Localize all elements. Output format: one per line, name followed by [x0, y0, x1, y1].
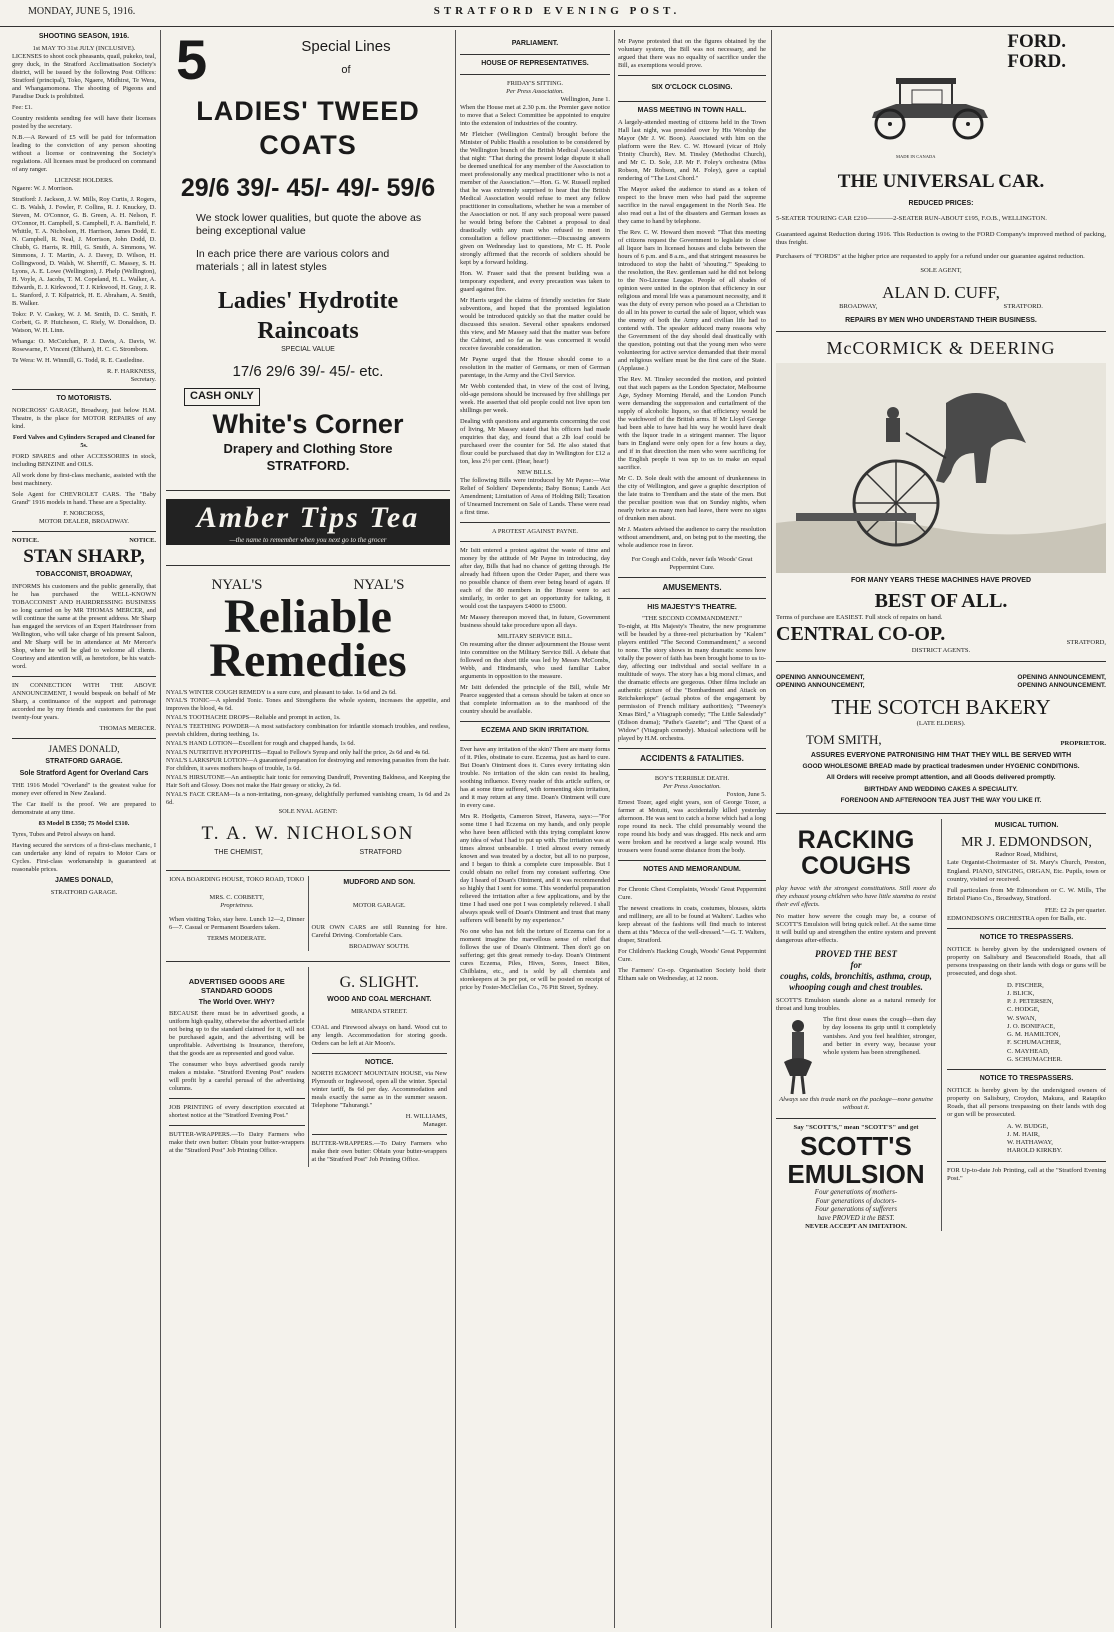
- ford-purchasers: Purchasers of "FORDS" at the higher price are requested to apply for a refund under our guarantee against reduction.: [776, 253, 1085, 261]
- meeting-text-6: Mr J. Masters advised the audience to carry the resolution without amendment, and, on being put to the meeting, the whole audience rose in favor.: [618, 525, 766, 549]
- stan-sharp-sub: TOBACCONIST, BROADWAY,: [35, 571, 133, 579]
- whites-of: of: [341, 64, 351, 76]
- whites-value: We stock lower qualities, but quote the above as being exceptional value: [196, 211, 422, 237]
- racking-heading: RACKING: [797, 825, 915, 854]
- car-caption: MADE IN CANADA: [896, 154, 936, 159]
- ford-heading-2: FORD.: [1007, 51, 1066, 72]
- notes-text-3: For Children's Hacking Cough, Woods' Great Peppermint Cure.: [618, 948, 766, 963]
- boy-text: Ernest Tozer, aged eight years, son of George Tozer, a farmer at Motuiti, was accidentally killed yesterday afternoon. He was sent to catch a horse which had a long rope round its neck. The child presumably wound the rope round his body and was dragged. His neck and arm were broken and he received a large scalp wound. His trousers were found some distance from the body.: [618, 799, 766, 855]
- fish-text: The first dose eases the cough—then day by day loosens its grip until it completely vanishes. And you feel healthier, stronger, and better in every way, because your whole system has been strengthened.: [823, 1016, 936, 1056]
- payne-text: Mr Payne protested that on the figures obtained by the voluntary system, the Bill was not necessary, and he argued that there was no equality of sacrifice under the Bill, as exemptions would prove.: [618, 38, 766, 69]
- shooting-text: LICENSES to shoot cock pheasants, quail, pukeko, teal, grey duck, in the Stratford Acclimatisation Society's district, will be issued by the following Post Offices: Stratford (principal), Toko, Ngaere, Midhirst, Te Wera, and Whangamomona. The shooting of Pigeons and Paradise Duck is prohibited.: [12, 52, 156, 100]
- whites-styles: In each price there are various colors and materials ; all in latest styles: [196, 248, 390, 274]
- raincoats: Ladies' Hydrotite Raincoats: [217, 288, 399, 345]
- cuff-broadway: BROADWAY,: [839, 302, 878, 310]
- stan-sharp-text: INFORMS his customers and the public generally, that he has purchased the WELL-KNOWN TOBACCONIST AND HAIRDRESSING BUSINESS so long carried on by MR THOMAS MERCER, and will continue the same at the present address. Mr Sharp has engaged the services of an Expert Hairdresser from Wellington, who will take charge of his present Saloon, and Mr Sharp will be in attendance at Mr Mercer's Shop, where he will be glad to welcome all clients. Courtesy and attention will, as heretofore, be his watch-word.: [12, 583, 156, 670]
- opening-r1: OPENING ANNOUNCEMENT,: [1017, 673, 1106, 681]
- jd-signature: JAMES DONALD,: [55, 876, 113, 884]
- best-of-all: BEST OF ALL.: [874, 590, 1008, 613]
- four-gen-4: have PROVED it the BEST.: [817, 1214, 895, 1223]
- universal-car: THE UNIVERSAL CAR.: [837, 171, 1045, 192]
- trespass-name: C. HODGE,: [1007, 1006, 1040, 1014]
- column-2: [166, 30, 450, 1628]
- meeting-text-4: The Rev. M. Tinsley seconded the motion, and pointed out that such papers as the London Spectator, Melbourne Age, Sydney Morning Herald, and the London Punch were demanding the suppression and curtailment of the supply of alcoholic liquors, so that efficiency would be the watchword of the British arms. If Mr Lloyd George had been able to have had his way he would have dealt with the liquor trade in a stringent manner. The liquor bars in England were only open for a few hours a day, and if in that direction the men who were sacrificing for the English people it was up to us to make an equal sacrifice.: [618, 375, 766, 471]
- bills-text: The following Bills were introduced by Mr Payne:—War Relief of Soldiers' Dependents; Baby Bonus; Lands Act Amendment; Limitation of Area of Holding Bill; Taxation of Unearned Increment on Sale of Lands. These were read a first time.: [460, 476, 610, 516]
- trespass-name: W. SWAN,: [1007, 1014, 1037, 1022]
- trespass-name: J. BLICK,: [1007, 989, 1035, 997]
- opening-r2: OPENING ANNOUNCEMENT.: [1017, 681, 1106, 689]
- eczema-text-3: No one who has not felt the torture of Eczema can for a moment imagine the marvellous sense of relief that follows the use of Doan's Ointment. Then don't go on suffering; get this great remedy to-day. Doan's Ointment cures Eczema, Piles, Hives, Sores, Insect Bites, Chilblains, etc., and is sold by all chemists and storekeepers at 3s per pot, or will be posted on receipt of price by Foster-McClellan Co., 76 Pitt Street, Sydney.: [460, 928, 610, 992]
- tweed-coats: LADIES' TWEED COATS: [196, 96, 420, 160]
- parl-text-5: Mr Payne urged that the House should come to a resolution in the matter of Germans, or men of German parentage, in the Army and the Civil Service.: [460, 355, 610, 379]
- job-printing-text: JOB PRINTING of every description executed at shortest notice at the "Stratford Evening Post.": [169, 1104, 305, 1120]
- butter-wrappers-text: BUTTER-WRAPPERS.—To Dairy Farmers who make their own butter: Obtain your butter-wrappers at the "Stratford Post" Job Printing Office.: [169, 1131, 305, 1155]
- trespass-name: J. M. HAIR,: [1007, 1130, 1040, 1138]
- trespass-name: HAROLD KIRKBY.: [1007, 1147, 1063, 1155]
- holders-toko: Toko: P. V. Caskey, W. J. M. Smith, D. C. Smith, F. Corbett, G. P. Hutcheson, C. Riely, W. Donaldson, D. Watson, W. H. Linn.: [12, 310, 156, 334]
- amber-tips-name: Amber Tips Tea: [196, 500, 420, 534]
- trespass-name: J. O. BONIFACE,: [1007, 1022, 1056, 1030]
- dateline: Wellington, June 1.: [560, 95, 610, 103]
- never-accept: NEVER ACCEPT AN IMITATION.: [805, 1222, 907, 1230]
- column-3: [460, 30, 610, 1628]
- military-text-2: Mr Isitt defended the principle of the Bill, while Mr Pearce suggested that a census should be taken at once so that complete information as to the manhood of the country should be available.: [460, 683, 610, 715]
- mass-meeting-heading: MASS MEETING IN TOWN HALL.: [637, 106, 747, 114]
- coughs-heading: COUGHS: [801, 851, 911, 880]
- slight-name: G. SLIGHT.: [339, 973, 419, 991]
- cuff-name: ALAN D. CUFF,: [882, 282, 1000, 302]
- parl-text-6: Mr Webb contended that, in view of the cost of living, old-age pensions should be increased by five shillings per week. He asserted that old people could not live upon ten shillings per week.: [460, 382, 610, 414]
- whites-special: Special Lines: [301, 38, 391, 55]
- iona-text: When visiting Toko, stay here. Lunch 12—2, Dinner 6—7. Casual or Permanent Boarders taken.: [169, 916, 305, 932]
- reliable-heading: Reliable: [224, 589, 392, 643]
- advertised-text: BECAUSE there must be in advertised goods, a uniform high quality, otherwise the advertised article not being up to the standard claimed for it, will not be purchased again, and the advertising will be unprofitable. Advertising is Insurance, therefore, that the goods are as represented and good value.: [169, 1010, 305, 1058]
- williams-signature: H. WILLIAMS,: [405, 1113, 447, 1121]
- trespass-heading-2: NOTICE TO TRESPASSERS.: [979, 1075, 1074, 1083]
- egmont-text: NORTH EGMONT MOUNTAIN HOUSE, via New Plymouth or Inglewood, open all the winter. Special winter tariff, 8s 6d per day. Accommodation and meals exactly the same as in the summer season. Telephone "Tahurangi.": [311, 1070, 447, 1110]
- bakery-bread: GOOD WHOLESOME BREAD made by practical tradesmen under HYGENIC CONDITIONS.: [802, 763, 1080, 771]
- trespass-name: F. SCHUMACHER,: [1007, 1039, 1061, 1047]
- nyal-item: NYAL'S NUTRITIVE HYPOPHITIS—Equal to Fellow's Syrup and only half the price, 2s 6d and 4s 6d.: [166, 748, 430, 756]
- tweed-prices: 29/6 39/- 45/- 49/- 59/6: [180, 173, 436, 202]
- ford-heading-1: FORD.: [1007, 31, 1066, 52]
- many-years: FOR MANY YEARS THESE MACHINES HAVE PROVED: [850, 577, 1032, 585]
- slight-sub: WOOD AND COAL MERCHANT.: [327, 995, 432, 1003]
- holders-tewera: Te Wera: W. H. Winmill, G. Todd, R. E. Castledine.: [12, 356, 144, 364]
- iona-role: Proprietress.: [220, 902, 254, 910]
- ford-car-illustration: [856, 60, 1006, 150]
- column-1: [12, 30, 156, 1628]
- scotch-bakery: THE SCOTCH BAKERY: [831, 694, 1051, 719]
- nyal-item: NYAL'S WINTER COUGH REMEDY is a sure cure, and pleasant to take. 1s 6d and 2s 6d.: [166, 688, 397, 696]
- jd-signature-2: STRATFORD GARAGE.: [50, 888, 118, 896]
- house-heading: HOUSE OF REPRESENTATIVES.: [481, 59, 589, 67]
- notes-text-4: The Farmers' Co-op. Organisation Society hold their Eltham sale on Wednesday, at 12 noon.: [618, 967, 766, 982]
- meeting-text-1: A largely-attended meeting of citizens held in the Town Hall last night, was presided over by His Worship the Mayor (Mr J. W. Boon). Associated with him on the platform were the Rev. C. W. Howard (vicar of Holy Trinity Church), Rev. M. Tinsley (Methodist Church), and Mr C. D. Sole, J.P. Mr F. Foley's orchestra (Miss Robson, Mr Robson, and M. Foley), gave a capital rendering of "The Lost Chord.": [618, 118, 766, 182]
- meeting-text-3: The Rev. C. W. Howard then moved: "That this meeting of citizens request the Government to legislate to close all liquor bars in licensed houses and clubs between the hours of 6 p.m. and 8 a.m., and that stringent measures be introduced to stop the habit of 'shouting.'" Speaking to the resolution, the Rev. gentleman said he did not belong to the No-License League. People of all shades of opinion were united in the opinion that efficiency in our religious and moral life was a paramount necessity, and it was the duty of every person who posed as a Christian to do all in his power to curtail the sale of liquor, which was the enemy of both the Army and civilian life had to contend with. The speaker adduced many reasons why the Government of the day should deal drastically with the question, pointing out that the young men who were volunteering for active service demanded that their moral and religious welfare must be the first care of the State. (Applause.): [618, 228, 766, 372]
- nicholson-town: STRATFORD: [359, 849, 402, 857]
- trespass-name: G. M. HAMILTON,: [1007, 1031, 1061, 1039]
- six-oclock-heading: SIX O'CLOCK CLOSING.: [651, 84, 733, 91]
- iona-owner: MRS. C. CORBETT,: [209, 894, 264, 902]
- butter-wrappers-text-2: BUTTER-WRAPPERS.—To Dairy Farmers who make their own butter: Obtain your butter-wrappers at the "Stratford Post" Job Printing Office.: [311, 1140, 447, 1164]
- military-heading: MILITARY SERVICE BILL.: [497, 632, 573, 640]
- nyal-item: NYAL'S TOOTHACHE DROPS—Reliable and prompt in action, 1s.: [166, 714, 341, 722]
- protest-text-2: Mr Massey thereupon moved that, in future, Government business should take procedure upon all days.: [460, 613, 610, 629]
- iona-terms: TERMS MODERATE.: [207, 935, 267, 943]
- norcross-signature: F. NORCROSS,: [63, 509, 105, 517]
- parliament-heading: PARLIAMENT.: [511, 40, 559, 47]
- slight-text: COAL and Firewood always on hand. Wood cut to any length. Accommodation for storing goods. Orders can be left at Air Moon's.: [311, 1023, 447, 1047]
- reduced-prices: REDUCED PRICES:: [908, 199, 974, 207]
- mechanic-text: Having secured the services of a first-class mechanic, I can undertake any kind of repairs to Motor Cars or Cycles. First-class workmanship is guaranteed at reasonable prices.: [12, 841, 156, 873]
- press-association: Per Press Association.: [506, 87, 564, 95]
- sole-agent: SOLE AGENT,: [920, 267, 962, 275]
- edmondson-name: MR J. EDMONDSON,: [961, 834, 1092, 850]
- holders-role: Secretary.: [130, 375, 156, 383]
- ford-valves: Ford Valves and Cylinders Scraped and Cleaned for 5s.: [12, 433, 156, 449]
- trespass-text-2: NOTICE is hereby given by the undersigned owners of property on Salisbury, Croydon, Makura, and Ratapiko Roads, that all persons trespassing on their lands with dog or gun will be prosecuted.: [947, 1086, 1106, 1119]
- notice-right: NOTICE.: [129, 536, 156, 544]
- protest-text: Mr Isitt entered a protest against the waste of time and money by the attitude of Mr Payne in introducing, day after day, Bills that had no chance of getting through. He already had fifteen upon the Order Paper, and there was no possible chance of them ever being heard of again. If each of the 80 members in the House were to act similarly, in order to get an opportunity for talking, it would cost the taxpayers £4000 to £5000.: [460, 546, 610, 610]
- ford-guarantee: Guaranteed against Reduction during 1916. This Reduction is owing to the FORD Company's improved method of packing, thus freight.: [776, 230, 1106, 246]
- fisherman-trademark-icon: [776, 1016, 820, 1096]
- four-gen-2: Four generations of doctors-: [815, 1196, 897, 1205]
- connection-text: IN CONNECTION WITH THE ABOVE ANNOUNCEMENT, I would bespeak on behalf of Mr Sharp, a continuance of the support and patronage accorded me by my friends and customers for the past twenty-four years.: [12, 682, 156, 721]
- meeting-text-5: Mr C. D. Sole dealt with the amount of drunkenness in the city of Wellington, and gave a graphic description of the late trains to Trentham and the state of the men. But the peculiar position was that on Sunday nights, when nearly twice as many men had leave, there were no signs of drunken men about.: [618, 474, 766, 522]
- district-agents: DISTRICT AGENTS.: [911, 647, 971, 655]
- bakery-assures: ASSURES EVERYONE PATRONISING HIM THAT THEY WILL BE SERVED WITH: [810, 751, 1072, 759]
- advertised-sub: The World Over. WHY?: [198, 998, 275, 1006]
- eczema-text-2: Mrs R. Hodgetts, Cameron Street, Hawera, says:—"For some time I had Eczema on my hands, and only people who have been afflicted with this trying complaint know any idea of what I had to put up with. The irritation was at times almost unbearable. I tried almost every remedy known and was treated by a doctor, but all to no purpose, and I began to think a complete cure impossible. But I could obtain no relief from my constant suffering. One day I heard of Doan's Ointment, and it was recommended so highly that I sent for some. This wonderful preparation relieved the irritation after a few applications, and by the time I had used one pot I was completely relieved. I shall always speak well of Doan's Ointment and trust that many sufferers will benefit by my experience.": [460, 813, 610, 925]
- chevrolet-agent: Sole Agent for CHEVROLET CARS. The "Baby Grand" 1916 models in hand. These are a Speciality.: [12, 490, 156, 506]
- column-5: [776, 30, 1106, 1628]
- repairs-line: REPAIRS BY MEN WHO UNDERSTAND THEIR BUSINESS.: [845, 317, 1037, 325]
- bakery-cakes: BIRTHDAY AND WEDDING CAKES A SPECIALITY.: [864, 785, 1018, 793]
- proved-for: for: [850, 959, 862, 970]
- edmondson-fee: FEE: £2 2s per quarter.: [1045, 906, 1106, 914]
- edmondson-address: Radnor Road, Midhirst,: [995, 851, 1058, 859]
- nyal-item: NYAL'S LARKSPUR LOTION—A guaranteed preparation for destroying and removing parasites from the hair. For children, it saves mothers heaps of trouble, 1s 6d.: [166, 757, 450, 773]
- parl-text-4: Mr Harris urged the claims of friendly societies for State subventions, and hoped that the promised legislation would be introduced quickly so that the matter could be discussed this session. Several other speakers endorsed this view, and Mr Massey said that the matter was before the Cabinet, and so far as he was concerned it would receive favorable consideration.: [460, 296, 610, 352]
- nyal-item: NYAL'S HAND LOTION—Excellent for rough and chapped hands, 1s 6d.: [166, 739, 356, 747]
- notes-text-1: For Chronic Chest Complaints, Woods' Great Peppermint Cure.: [618, 886, 766, 901]
- theatre-heading: HIS MAJESTY'S THEATRE.: [647, 603, 737, 611]
- raincoat-prices: 17/6 29/6 39/- 45/- etc.: [232, 363, 384, 380]
- notice-heading: NOTICE.: [365, 1058, 394, 1066]
- slight-address: MIRANDA STREET.: [351, 1007, 408, 1015]
- say-scotts: Say "SCOTT'S," mean "SCOTT'S" and get: [793, 1123, 919, 1131]
- bakery-tea: FORENOON AND AFTERNOON TEA JUST THE WAY YOU LIKE IT.: [840, 796, 1042, 804]
- trespass-name: G. SCHUMACHER.: [1007, 1055, 1063, 1063]
- peppermint-text: For Cough and Colds, never fails Woods' Great Peppermint Cure.: [631, 555, 753, 571]
- masthead: [0, 0, 1114, 27]
- eczema-heading: ECZEMA AND SKIN IRRITATION.: [481, 726, 589, 734]
- always-see: Always see this trade mark on the package—none genuine without it.: [779, 1096, 933, 1112]
- advertised-heading: ADVERTISED GOODS ARE STANDARD GOODS: [188, 976, 285, 996]
- amber-tips-tagline: —the name to remember when you next go to the grocer: [229, 536, 387, 545]
- holders-stratford: Stratford: J. Jackson, J. W. Mills, Roy Curtis, J. Rogers, C. B. Walsh, J. Fowler, F. Collins, R. J. Knuckey, D. Steven, M. O'Connor, G. B. Green, A. H. Nelson, F. O'Connor, H. Campbell, S. Campbell, F. A. Bamfield, F. Whittle, T. A. Nicholson, H. Harrison, James Dodd, E. N. Campbell, R. Neal, J. Morrison, John Dodd, D. Chubb, G. Harris, R. Hill, G. Smith, A. Simmons, W. Simmons, J. T. Martin, A. J. Davey, D. Wilson, H. Collingwood, D. Walsh, W. Sherriff, C. Massey, S. H. Lyons, A. E. Lowe (Wellington), J. Phelp (Wellington), H. Voyle, A. Jacobs, T. M. Copeland, H. L. Walker, A. Edwards, E. J. Kirkwood, T. J. Kirkwood, H. Gray, J. R. L. Stanford, J. T. Kilpatrick, H. E. Abraham, A. Smith, B. Walker.: [12, 195, 156, 307]
- overland-proof: The Car itself is the proof. We are prepared to demonstrate at any time.: [12, 800, 156, 816]
- parl-text-7: Dealing with questions and arguments concerning the cost of living, Mr Massey stated that his officers had made enquiries that day, and found that a 2lb loaf could be purchased over the counter for 5d. He also stated that flour could be purchased that day in Wellington for £12 a ton, less 2½ per cent. (Hear, hear!): [460, 417, 610, 465]
- james-donald-sub: STRATFORD GARAGE.: [45, 758, 123, 766]
- bakery-orders: All Orders will receive prompt attention, and all Goods delivered promptly.: [826, 774, 1056, 782]
- whites-five: 5: [176, 30, 208, 91]
- scott-text: SCOTT'S Emulsion stands alone as a natural remedy for throat and lung troubles.: [776, 996, 936, 1012]
- motorists-heading: TO MOTORISTS.: [56, 394, 112, 402]
- opening-l1: OPENING ANNOUNCEMENT,: [776, 673, 865, 681]
- mower-illustration: [776, 363, 1106, 573]
- remedies-heading: Remedies: [209, 633, 407, 687]
- cash-only: CASH ONLY: [184, 388, 260, 406]
- mercer-signature: THOMAS MERCER.: [99, 725, 156, 732]
- nyals-left: NYAL'S: [211, 576, 263, 593]
- proved-best: PROVED THE BEST: [814, 948, 897, 959]
- notes-text-2: The newest creations in coats, costumes, blouses, skirts and millinery, are all to be found at Walters'. Ladies who keep abreast of the fashions will find much to interest them at this "Mecca of the well-dressed."—G. T. Walters, draper, Stratford.: [618, 905, 766, 944]
- norcross-text: NORCROSS' GARAGE, Broadway, just below H.M. Theatre, is the place for MOTOR REPAIRS of any kind.: [12, 406, 156, 430]
- trespass-text-1: NOTICE is hereby given by the undersigned owners of property on Salisbury and Beaconsfield Roads, that all persons trespassing on their lands with dogs or guns will be prosecuted, and dogs shot.: [947, 945, 1106, 978]
- amusements-heading: AMUSEMENTS.: [662, 582, 722, 592]
- trespass-name: C. MAYHEAD,: [1007, 1047, 1050, 1055]
- proprietor: PROPRIETOR.: [1060, 740, 1106, 748]
- mudford-heading: MUDFORD AND SON.: [343, 879, 416, 887]
- ford-spares: FORD SPARES and other ACCESSORIES in stock, including BENZINE and OILS.: [12, 452, 156, 468]
- cuff-stratford: STRATFORD.: [1003, 302, 1043, 310]
- parl-text-1: When the House met at 2.30 p.m. the Premier gave notice to move that a Select Committee be appointed to enquire into the extension of industries of the country.: [460, 103, 610, 127]
- trespass-name: P. J. PETERSEN,: [1007, 998, 1054, 1006]
- issue-date: MONDAY, JUNE 5, 1916.: [28, 6, 136, 17]
- boy-date: Foxton, June 5.: [726, 791, 766, 799]
- boy-heading: BOY'S TERRIBLE DEATH.: [654, 775, 730, 783]
- nyal-item: NYAL'S TONIC—A splendid Tonic. Tones and Strengthens the whole system, increases the appetite, and improves the blood, 4s 6d.: [166, 697, 450, 713]
- notice-left: NOTICE.: [12, 536, 39, 544]
- edmondson-text-2: Full particulars from Mr Edmondson or C. W. Mills, The Bristol Piano Co., Broadway, Stratford.: [947, 887, 1106, 903]
- trespass-name: W. HATHAWAY,: [1007, 1139, 1053, 1147]
- four-gen-1: Four generations of mothers-: [814, 1187, 898, 1196]
- nyal-item: NYAL'S HIRSUTONE—An antiseptic hair tonic for removing Dandruff, Preventing Baldness, and Keeping the Hair Soft and Glossy. Does not make the Hair greasy or sticky, 2s 6d.: [166, 774, 450, 789]
- tyres-text: Tyres, Tubes and Petrol always on hand.: [12, 830, 116, 838]
- mccormick-heading: McCORMICK & DEERING: [826, 337, 1056, 358]
- holders-signature: R. F. HARKNESS,: [106, 367, 156, 375]
- newspaper-title: STRATFORD EVENING POST.: [433, 5, 681, 17]
- notes-heading: NOTES AND MEMORANDUM.: [643, 866, 741, 874]
- edmondson-text: Late Organist-Choirmaster of St. Mary's Church, Preston, England. PIANO, SINGING, ORGAN, Etc. Pupils, town or country, visited or received.: [947, 859, 1106, 883]
- shooting-heading: SHOOTING SEASON, 1916.: [38, 33, 130, 40]
- eczema-text: Ever have any irritation of the skin? There are many forms of it. Piles, obstinate to cure. Eczema, just as hard to cure. But Doan's Ointment does it. Cures every irritating skin trouble. No irritation of the skin can resist its healing, soothing influence. Every reader of this article suffers, or has at some time suffered, with tormenting skin irritation, and it may return at any time. Doan's Ointment will cure in every case.: [460, 746, 610, 810]
- central-coop: CENTRAL CO-OP.: [776, 623, 946, 646]
- nyals-right: NYAL'S: [353, 576, 405, 593]
- nyal-item: NYAL'S FACE CREAM—Is a non-irritating, non-greasy, delightfully perfumed vanishing cream, 1s 6d and 2s 6d.: [166, 790, 450, 806]
- mccormick-terms: Terms of purchase are EASIEST. Full stock of repairs on hand.: [776, 614, 943, 622]
- opening-l2: OPENING ANNOUNCEMENT,: [776, 681, 865, 689]
- bakery-late: (LATE ELDERS).: [916, 720, 966, 728]
- mudford-address: BROADWAY SOUTH.: [348, 942, 410, 950]
- friday-sitting: FRIDAY'S SITTING.: [507, 79, 563, 87]
- nicholson-chemist: THE CHEMIST,: [214, 849, 263, 857]
- stan-sharp-name: STAN SHARP,: [23, 545, 145, 567]
- nyal-agent: SOLE NYAL AGENT:: [278, 807, 338, 815]
- overland-text: THE 1916 Model "Overland" is the greatest value for money ever offered in New Zealand.: [12, 781, 156, 797]
- holders-ngaere: Ngaere: W. J. Morrison.: [12, 184, 74, 192]
- norcross-role: MOTOR DEALER, BROADWAY.: [38, 517, 130, 525]
- emulsion-word: EMULSION: [787, 1158, 925, 1189]
- holders-heading: LICENSE HOLDERS.: [54, 176, 114, 184]
- parl-text-3: Hon. W. Fraser said that the present building was a temporary expedient, and every precaution was taken to guard against fire.: [460, 269, 610, 293]
- iona-heading: IONA BOARDING HOUSE, TOKO ROAD, TOKO: [169, 876, 305, 884]
- overland-prices: 83 Model B £350; 75 Model £310.: [38, 819, 130, 827]
- special-value: SPECIAL VALUE: [281, 346, 335, 354]
- overland-agent: Sole Stratford Agent for Overland Cars: [19, 770, 149, 777]
- shooting-text-2: Country residents sending fee will have their licenses posted by the secretary.: [12, 114, 156, 130]
- racking-text-2: No matter how severe the cough may be, a course of SCOTT'S Emulsion will bring quick relief. At the same time it will build up and strengthen the entire system and prevent dangerous after-effects.: [776, 912, 936, 945]
- music-heading: MUSICAL TUITION.: [994, 821, 1059, 829]
- bills-heading: NEW BILLS.: [517, 468, 553, 476]
- job-printing-ad: FOR Up-to-date Job Printing, call at the "Stratford Evening Post.": [947, 1166, 1106, 1182]
- edmondson-orchestra: EDMONDSON'S ORCHESTRA open for Balls, etc.: [947, 914, 1087, 922]
- trespass-name: A. W. BUDGE,: [1007, 1122, 1049, 1130]
- amber-tips-banner: [166, 499, 450, 545]
- mudford-sub: MOTOR GARAGE.: [352, 901, 406, 909]
- boy-press: Per Press Association.: [663, 783, 721, 791]
- accidents-heading: ACCIDENTS & FATALITIES.: [640, 754, 744, 764]
- advertised-text-2: The consumer who buys advertised goods rarely makes a mistake. "Stratford Evening Post" readers will profit by a careful perusal of the advertising columns.: [169, 1061, 305, 1093]
- protest-heading: A PROTEST AGAINST PAYNE.: [492, 527, 578, 535]
- williams-role: Manager.: [423, 1121, 447, 1129]
- military-text: On resuming after the dinner adjournment the House went into committee on the Military Service Bill. A debate that followed on the short title was led by Messrs McCombs, Webb, and Hindmarsh, who used familiar Labor arguments in opposition to the measure.: [460, 640, 610, 680]
- parl-text-2: Mr Fletcher (Wellington Central) brought before the Minister of Public Health a resolution to be considered by the Wellington branch of the British Medical Association that night: "That during the present lodge dispute it shall be deemed unethical for any member of the Association to meet professionally any medical practitioner who is not a member of the Association."—Hon. G. W. Russell replied that he was extremely surprised to hear that the British Medical Association would refuse to meet any fellow practitioner in consultations, whether he was a member of the Association or not. If any such proposal were passed he would bring before the Cabinet a proposal to deal drastically with any man who refused to meet in consultation a fellow practitioner.—Discussing answers given on Wednesday last to questions, Mr C. H. Poole strongly affirmed that the records of soldiers should be kept by a forward holding.: [460, 130, 610, 266]
- racking-text: play havoc with the strongest constitutions. Still more do they exhaust young children who have little stamina to resist their evil effects.: [776, 884, 936, 909]
- four-gen-3: Four generations of sufferers: [815, 1205, 897, 1214]
- proved-list: coughs, colds, bronchitis, asthma, croup, whooping cough and chest troubles.: [780, 971, 932, 992]
- whites-town: STRATFORD.: [266, 457, 350, 473]
- theatre-text: To-night, at His Majesty's Theatre, the new programme will be headed by a three-reel picturisation by "Kalem" players entitled "The Second Commandment," a second to none. The story shows in many dramatic scenes how vitally the power of faith has been brought home to us to-day, affecting our individual and social welfare in a multitude of ways. The story has a big moral climax, and the dramatic effects are gorgeous. Other films include an authentic picture of the "Bombardment and Attack on Reichskerkope" (actual photos of the engagement by permission of French military authorities); "Tweeney's Xmas Bird," a Vitagraph comedy; "The Little Salesdady" (Edison drama); "Pathe's Gazette"; and "The Quest of a Widow" (Vitagraph comedy). Musical selections will be played by H.M. orchestra.: [618, 623, 766, 743]
- meeting-text-2: The Mayor asked the audience to stand as a token of respect to the brave men who had paid the supreme sacrifice in the naval engagement in the North Sea. He also read out a list of the disasters and German losses as they came to hand by telephone.: [618, 185, 766, 225]
- tom-smith: TOM SMITH,: [806, 732, 882, 748]
- shooting-dates: 1st MAY TO 31st JULY (INCLUSIVE).: [32, 44, 136, 52]
- work-done: All work done by first-class mechanic, assisted with the best machinery.: [12, 471, 156, 487]
- trespass-heading-1: NOTICE TO TRESPASSERS.: [979, 933, 1074, 941]
- whites-corner: White's Corner: [212, 408, 404, 439]
- shooting-fee: Fee: £1.: [12, 103, 33, 111]
- mudford-text: OUR OWN CARS are still Running for hire. Careful Driving. Comfortable Cars.: [311, 923, 447, 939]
- coop-stratford: STRATFORD,: [1066, 639, 1106, 647]
- scotts-word: SCOTT'S: [800, 1130, 912, 1161]
- holders-whanga: Whanga: O. McCutchan, P. J. Davis, A. Davis, W. Rosewarne, F. Vincent (Eltham), H. C. C. Strombom.: [12, 337, 156, 353]
- james-donald-name: JAMES DONALD,: [48, 744, 120, 754]
- theatre-title: "THE SECOND COMMANDMENT.": [642, 615, 742, 623]
- column-4: [618, 30, 766, 1628]
- nyal-item: NYAL'S TEETHING POWDER—A most satisfactory combination for infantile stomach troubles, and restless, peevish children, during teething, 1s.: [166, 722, 450, 738]
- trespass-name: D. FISCHER,: [1007, 981, 1044, 989]
- ford-prices: 5-SEATER TOURING CAR £210————2-SEATER RUN-ABOUT £195, F.O.B., WELLINGTON.: [776, 214, 1047, 222]
- shooting-text-3: N.B.—A Reward of £5 will be paid for information leading to the conviction of any person shooting without a license or contravening the Society's regulations. All licenses must be produced on command of any ranger.: [12, 133, 156, 173]
- nicholson-name: T. A. W. NICHOLSON: [201, 822, 415, 844]
- whites-store: Drapery and Clothing Store: [223, 441, 393, 457]
